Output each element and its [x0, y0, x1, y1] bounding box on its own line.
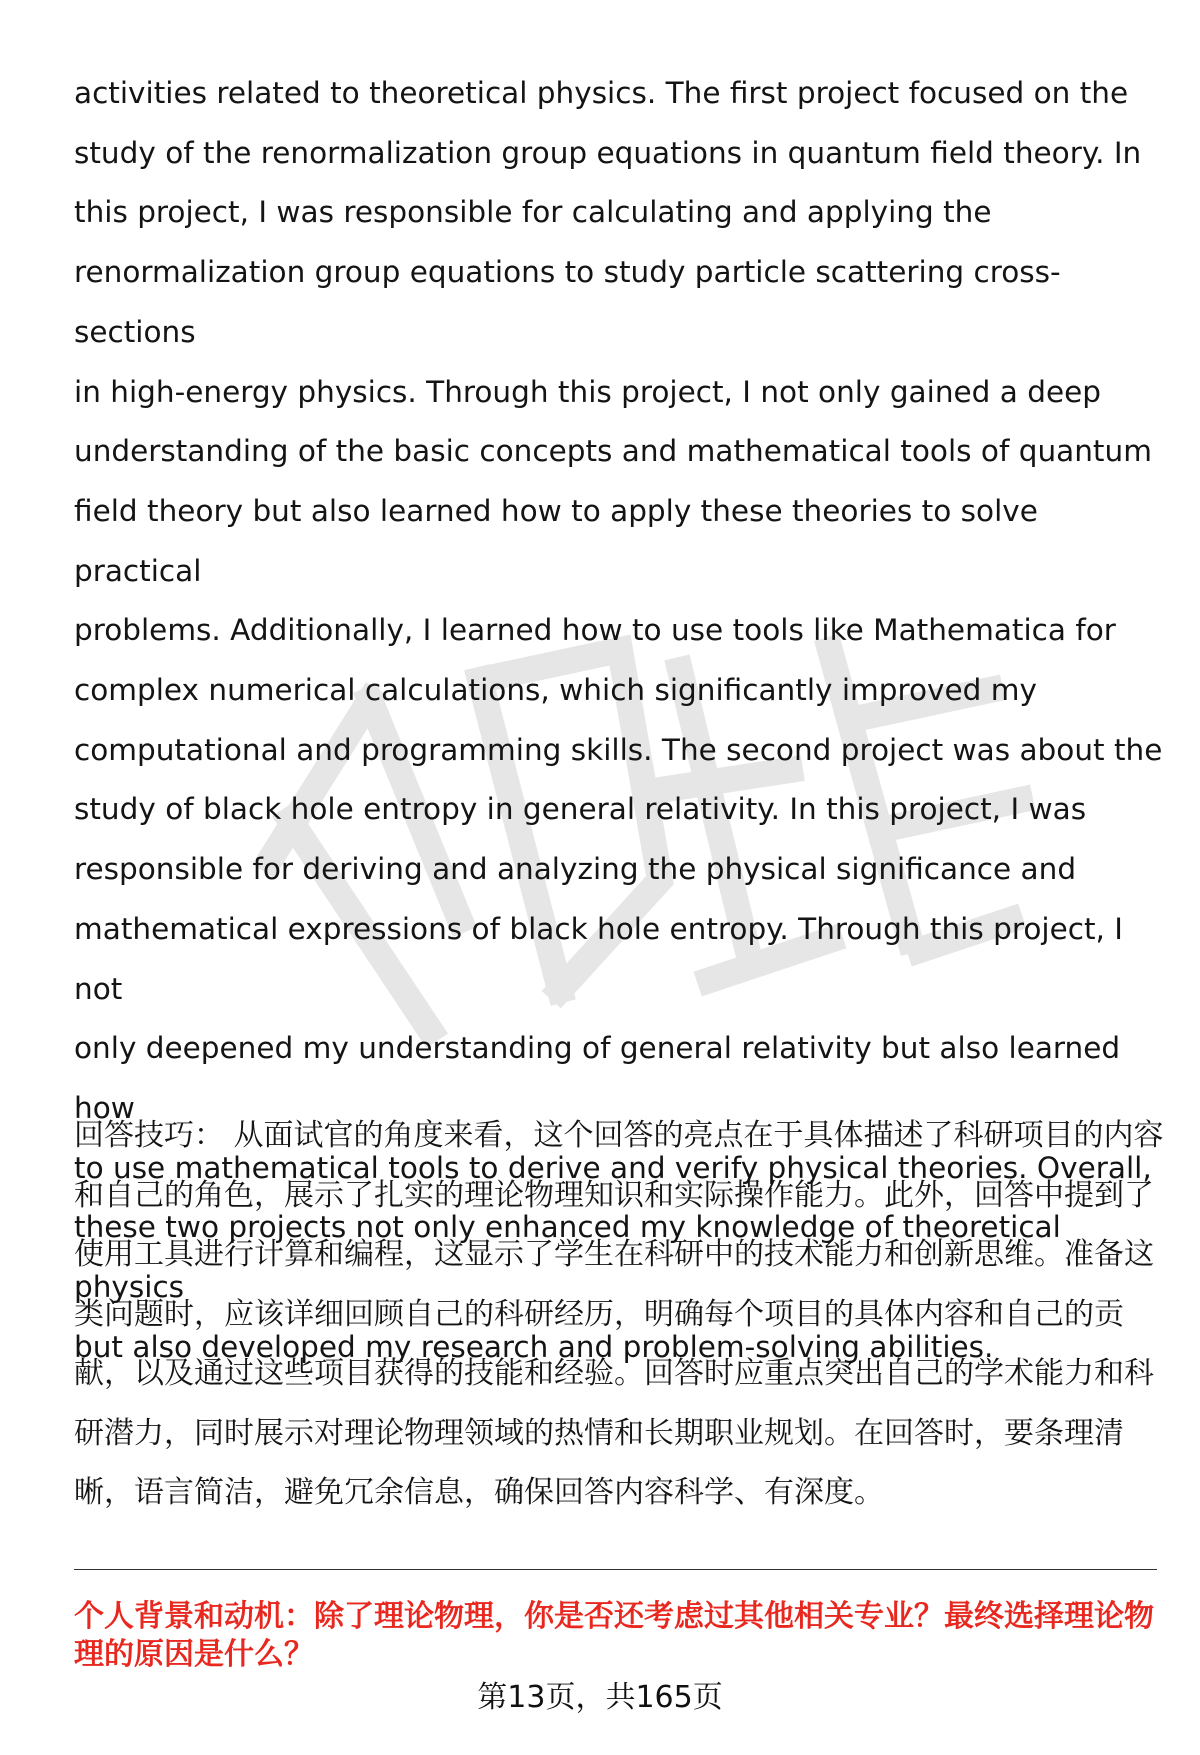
answer-paragraph: activities related to theoretical physics. The first project focused on the study of the renormalization group equations in quantum field theory. In this project, I was responsible for calculating and applying the renormalization group equations to study particle scattering cross-sections in high-energy physics. Through this project, I not only gained a deep understanding of the basic concepts and mathematical tools of quantum field theory but also learned how to apply these theories to solve practical problems. Additionally, I learned how to use tools like Mathematica for complex numerical calculations, which significantly improved my computational and programming skills. The second project was about the study of black hole entropy in general relativity. In this project, I was responsible for deriving and analyzing the physical significance and mathematical expressions of black hole entropy. Through this project, I not only deepened my understanding of general relativity but also learned how to use mathematical tools to derive and verify physical theories. Overall, these two projects not only enhanced my knowledge of theoretical physics but also developed my research and problem-solving abilities.: [74, 76, 1163, 1364]
next-question-heading: 个人背景和动机：除了理论物理，你是否还考虑过其他相关专业？最终选择理论物 理的原因是什么？: [74, 1599, 1154, 1672]
answer-tips-paragraph: 回答技巧： 从面试官的角度来看，这个回答的亮点在于具体描述了科研项目的内容 和自己的角色，展示了扎实的理论物理知识和实际操作能力。此外，回答中提到了 使用工具进行计算和编程，这显示了学生在科研中的技术能力和创新思维。准备这 类问题时，应该详细回顾自己的科研经历，明确每个项目的具体内容和自己的贡 献，以及通过这些项目获得的技能和经验。回答时应重点突出自己的学术能力和科 研潜力，同时展示对理论物理领域的热情和长期职业规划。在回答时，要条理清 晰，语言简洁，避免冗余信息，确保回答内容科学、有深度。: [74, 1118, 1164, 1510]
section-divider: [74, 1569, 1157, 1570]
page-number: 第13页，共165页: [477, 1680, 723, 1715]
